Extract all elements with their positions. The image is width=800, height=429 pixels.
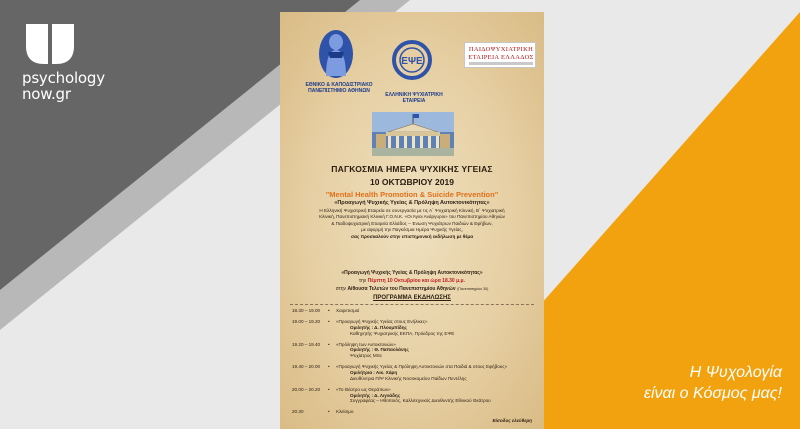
poster-when: την Πέμπτη 10 Οκτωβρίου και ώρα 18.30 μ.μ.	[359, 278, 465, 284]
event-poster	[280, 12, 544, 429]
brand-name: psychology now.gr	[22, 69, 105, 103]
poster-where: στην Αίθουσα Τελετών του Πανεπιστημίου Αθηνών (Πανεπιστημίου 30)	[335, 286, 489, 292]
psychiatric-society-logo-icon	[392, 40, 432, 80]
poster-logos	[280, 12, 544, 108]
poster-date: 10 ΟΚΤΩΒΡΙΟΥ 2019	[370, 177, 454, 187]
free-entry-note: Είσοδος ελεύθερη	[492, 418, 532, 423]
site-tagline: Η Ψυχολογία είναι ο Κόσμος μας!	[643, 364, 782, 402]
university-emblem-icon	[316, 28, 356, 80]
program-schedule	[292, 308, 536, 420]
svg-text:ΕΨΕ: ΕΨΕ	[401, 56, 423, 67]
psychiatric-society-name: ΕΛΛΗΝΙΚΗ ΨΥΧΙΑΤΡΙΚΗ ΕΤΑΙΡΕΙΑ	[385, 92, 443, 104]
poster-greek-subtitle: «Προαγωγή Ψυχικής Υγείας & Πρόληψη Αυτοκτονικότητας»	[334, 200, 490, 206]
poster-english-title: "Mental Health Promotion & Suicide Prevention"	[325, 190, 499, 199]
university-building-icon	[372, 112, 454, 156]
program-title: ΠΡΟΓΡΑΜΜΑ ΕΚΔΗΛΩΣΗΣ	[373, 295, 451, 301]
brand-mark-icon	[22, 24, 78, 64]
schedule-row: 20.30 • Κλείσιμο	[292, 409, 354, 415]
schedule-row: 18.30 – 19.00 • Χαιρετισμοί	[292, 308, 360, 313]
schedule-row: 19.20 – 19.40 • «Πρόληψη των Αυτοκτονιών» Ομιλητής : Θ. Παπαολάνης Ψυχίατρος MSc	[292, 341, 409, 359]
schedule-row: 20.00 – 20.20 • «Το Θέατρο ως Θεράπων» Ομιλητής : Δ. Λιγνάδης Συγγραφέας – Ηθοποιός, Καλλιτεχνικός Διευθυντής Εθνικού Θεάτρου	[292, 386, 491, 404]
child-psychiatry-society-logo: ΠΑΙΔΟΨΥΧΙΑΤΡΙΚΗ ΕΤΑΙΡΕΙΑ ΕΛΛΑΔΟΣ	[464, 42, 536, 68]
schedule-row: 19.00 – 19.20 • «Προαγωγή Ψυχικής Υγείας στους Ενήλικες» Ομιλητής : Δ. Πλουμπίδης Καθηγητής Ψυχιατρικής ΕΚΠΑ, Πρόεδρος της ΕΨΕ	[292, 318, 455, 336]
logo-subtext-bar	[469, 62, 533, 65]
poster-title: ΠΑΓΚΟΣΜΙΑ ΗΜΕΡΑ ΨΥΧΙΚΗΣ ΥΓΕΙΑΣ	[331, 164, 493, 174]
site-logo[interactable]	[22, 24, 142, 102]
schedule-row: 19.40 – 20.00 • «Προαγωγή Ψυχικής Υγείας & Πρόληψη Αυτοκτονιών στα Παιδιά & στους Εφήβους» Ομιλήτρια : Αικ. Χάρη Διευθύντρια Π/Ψ Κλινικής Νοσοκομείου Παίδων Πεντέλης	[292, 364, 508, 381]
university-name: ΕΘΝΙΚΟ & ΚΑΠΟΔΙΣΤΡΙΑΚΟ ΠΑΝΕΠΙΣΤΗΜΙΟ ΑΘΗΝΩΝ	[305, 82, 373, 94]
schedule-divider	[290, 304, 534, 305]
poster-body: Η Ελληνική Ψυχιατρική Εταιρεία σε συνεργασία με τις Α΄ Ψυχιατρική Κλινική, Β΄ Ψυχιατρική Κλινική, Πανεπιστημιακή Κλινική Γ.Ο.Ν.Κ. «Οι Άγιοι Ανάργυροι» του Πανεπιστημίου Αθηνών & Παιδοψυχιατρική Εταιρεία Ελλάδος – Ένωση Ψυχιάτρων Παιδιών & Εφήβων, με αφορμή την Παγκόσμια Ημέρα Ψυχικής Υγείας, σας προσκαλούν στην επιστημονική εκδήλωση με θέμα	[319, 208, 505, 239]
poster-topic: «Προαγωγή Ψυχικής Υγείας & Πρόληψη Αυτοκτονικότητας»	[341, 270, 483, 276]
